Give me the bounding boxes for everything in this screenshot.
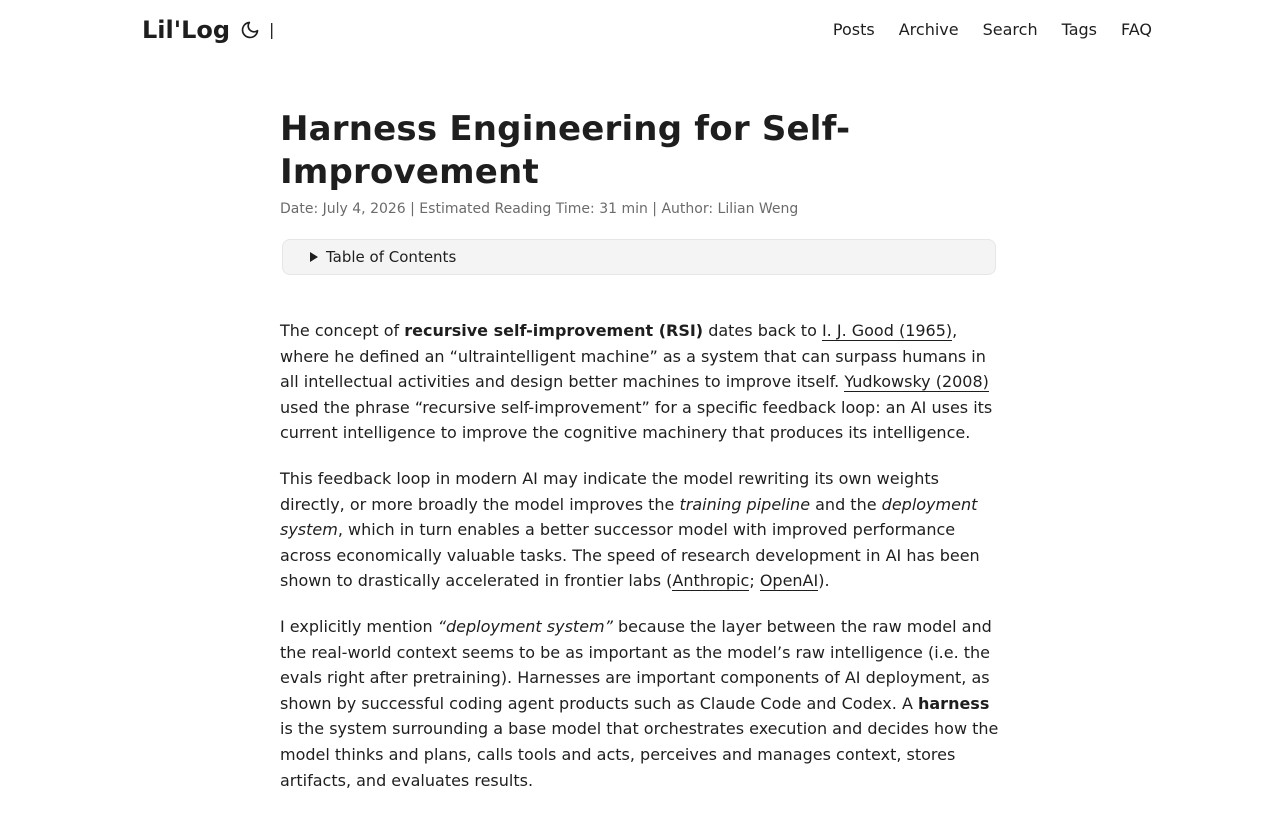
nav-link-search[interactable]: Search <box>982 20 1038 39</box>
text-span: , which in turn enables a better successor model with improved performance across economically valuable tasks. The speed of research development in AI has been shown to drastically accelerated in frontier labs ( <box>280 520 980 591</box>
text-span: used the phrase “recursive self-improvement” for a specific feedback loop: an AI uses its current intelligence to improve the cognitive machinery that produces its intelligence. <box>280 397 993 443</box>
bold-term-rsi: recursive self-improvement (RSI) <box>404 321 704 340</box>
site-logo[interactable]: Lil'Log <box>142 16 231 44</box>
triangle-right-icon <box>310 252 318 262</box>
italic-term-deployment-system: “deployment system” <box>437 616 613 636</box>
nav-item-posts <box>833 18 875 42</box>
main-nav <box>833 18 1152 42</box>
text-span: ). <box>818 571 830 591</box>
text-span: dates back to <box>703 321 822 340</box>
text-span: I explicitly mention <box>280 616 438 636</box>
moon-icon[interactable] <box>240 20 260 40</box>
nav-link-posts[interactable]: Posts <box>832 20 875 39</box>
post-meta: Date: July 4, 2026 | Estimated Reading Time: 31 min | Author: Lilian Weng <box>280 201 799 217</box>
post-title: Harness Engineering for Self-Improvement <box>280 109 851 192</box>
nav-item-search <box>983 18 1038 42</box>
text-span: because the layer between the raw model and the real-world context seems to be as important as the model’s raw intelligence (i.e. the evals right after pretraining). Harnesses are important components of AI deployment, as shown by successful coding agent products such as Claude Code and Codex. A <box>280 616 992 713</box>
text-span: The concept of <box>280 321 405 340</box>
logo-separator: | <box>269 20 275 39</box>
paragraph-rsi-intro <box>280 318 1000 446</box>
nav-link-faq[interactable]: FAQ <box>1121 20 1152 39</box>
link-openai[interactable]: OpenAI <box>759 571 819 591</box>
text-span: ; <box>749 571 760 591</box>
text-span: This feedback loop in modern AI may indicate the model rewriting its own weights directly, or more broadly the model improves the <box>280 468 939 514</box>
link-anthropic[interactable]: Anthropic <box>672 571 750 591</box>
link-good-1965[interactable]: I. J. Good (1965) <box>821 321 953 340</box>
post-content <box>280 318 1000 793</box>
nav-item-tags <box>1062 18 1097 42</box>
nav-link-tags[interactable]: Tags <box>1061 20 1097 39</box>
text-span: is the system surrounding a base model that orchestrates execution and decides how the model thinks and plans, calls tools and acts, perceives and manages context, stores artifacts, and evaluates results. <box>280 719 999 790</box>
paragraph-harness-definition <box>280 614 1000 793</box>
italic-term-training-pipeline: training pipeline <box>679 494 811 514</box>
nav-item-faq <box>1121 18 1152 42</box>
bold-term-harness: harness <box>917 693 990 713</box>
italic-term-deployment-system: deployment system <box>280 494 978 540</box>
nav-link-archive[interactable]: Archive <box>898 20 959 39</box>
toc-label: Table of Contents <box>326 248 457 266</box>
link-yudkowsky-2008[interactable]: Yudkowsky (2008) <box>844 372 989 392</box>
text-span: , where he defined an “ultraintelligent machine” as a system that can surpass humans in all intellectual activities and design better machines to improve itself. <box>280 321 986 392</box>
nav-item-archive <box>899 18 959 42</box>
table-of-contents-toggle[interactable] <box>282 239 996 275</box>
post-main <box>280 100 1000 813</box>
text-span: and the <box>810 494 882 514</box>
site-header <box>0 0 1280 60</box>
paragraph-feedback-loop <box>280 466 1000 594</box>
